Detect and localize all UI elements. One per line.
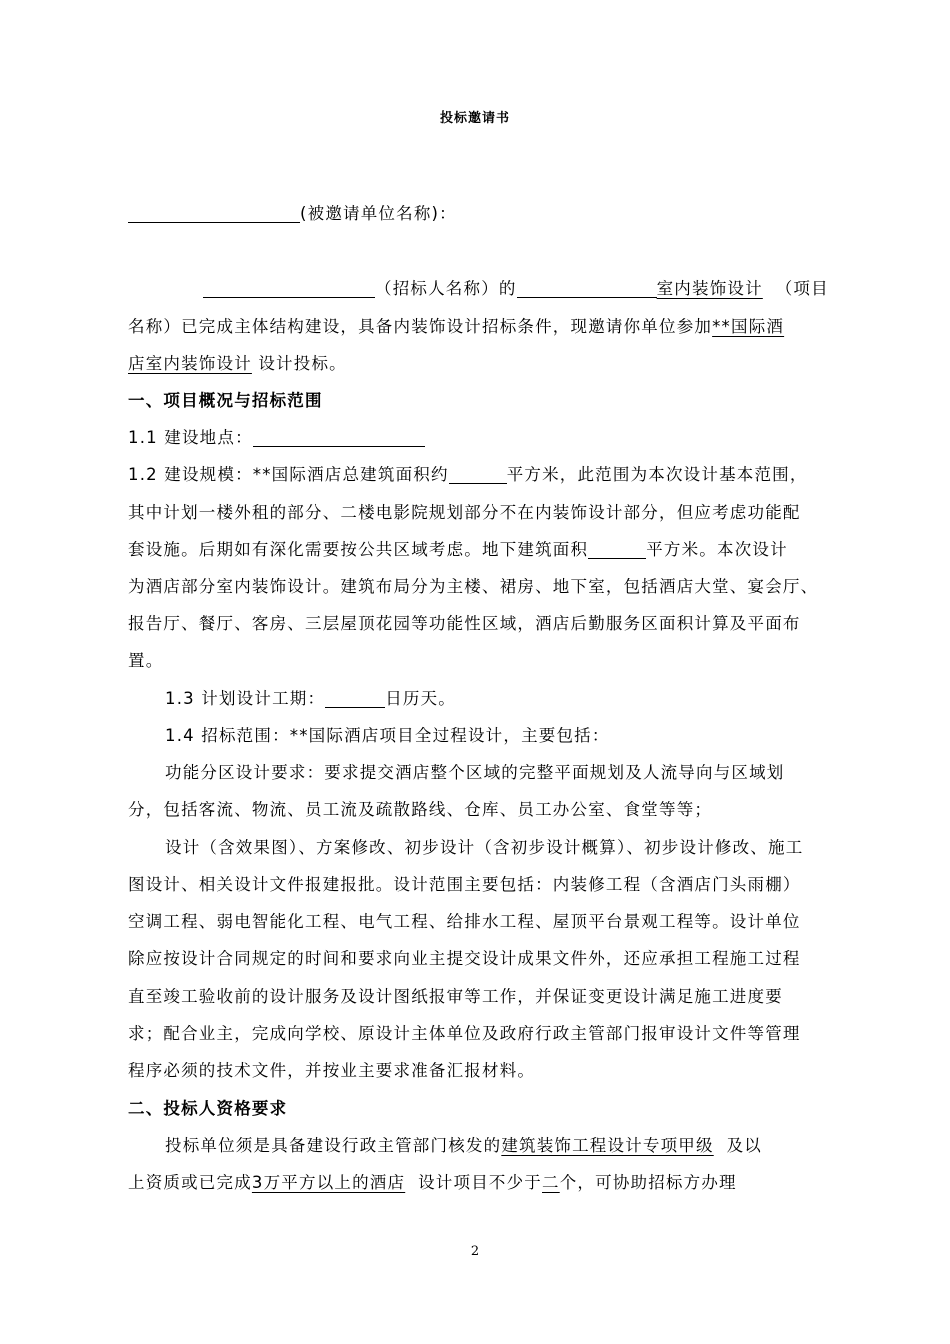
item-1-2-line6: 置。 bbox=[128, 651, 164, 670]
design-line7: 程序必须的技术文件，并按业主要求准备汇报材料。 bbox=[128, 1061, 536, 1080]
invitee-line bbox=[128, 202, 848, 226]
text: 1.1 建设地点： bbox=[128, 428, 253, 447]
blank-duration bbox=[325, 689, 385, 708]
page-number: 2 bbox=[470, 1244, 480, 1259]
blank-tenderer bbox=[203, 279, 375, 298]
item-1-2-line5: 报告厅、餐厅、客房、三层屋顶花园等功能性区域，酒店后勤服务区面积计算及平面布 bbox=[128, 614, 801, 633]
project-name-part2: 店室内装饰设计 bbox=[128, 354, 252, 373]
text: 1.2 建设规模：**国际酒店总建筑面积约 bbox=[128, 465, 449, 484]
project-name-part1: **国际酒 bbox=[712, 317, 785, 336]
para1-line1 bbox=[203, 277, 848, 301]
design-line4: 除应按设计合同规定的时间和要求向业主提交设计成果文件外，还应承担工程施工过程 bbox=[128, 949, 801, 968]
para1-line3 bbox=[128, 352, 848, 376]
func-line1: 功能分区设计要求：要求提交酒店整个区域的完整平面规划及人流导向与区域划 bbox=[165, 763, 785, 782]
design-line3: 空调工程、弱电智能化工程、电气工程、给排水工程、屋顶平台景观工程等。设计单位 bbox=[128, 912, 801, 931]
item-1-1 bbox=[128, 426, 848, 450]
section2-heading: 二、投标人资格要求 bbox=[128, 1099, 288, 1118]
doc-title: 投标邀请书 bbox=[439, 111, 510, 126]
text: 平方米。本次设计 bbox=[646, 540, 788, 559]
design-line6: 求；配合业主，完成向学校、原设计主体单位及政府行政主管部门报审设计文件等管理 bbox=[128, 1024, 801, 1043]
text: （招标人名称）的 bbox=[375, 279, 517, 298]
text: 投标单位须是具备建设行政主管部门核发的 bbox=[165, 1136, 502, 1155]
text: 名称）已完成主体结构建设，具备内装饰设计招标条件，现邀请你单位参加 bbox=[128, 317, 713, 336]
design-line5: 直至竣工验收前的设计服务及设计图纸报审等工作，并保证变更设计满足施工进度要 bbox=[128, 987, 783, 1006]
blank-area bbox=[449, 465, 507, 484]
text: 设计投标。 bbox=[258, 354, 347, 373]
item-1-2-line2: 其中计划一楼外租的部分、二楼电影院规划部分不在内装饰设计部分，但应考虑功能配 bbox=[128, 503, 801, 522]
completed-project-scale: 3万平方以上的酒店 bbox=[251, 1173, 406, 1192]
blank-location bbox=[253, 428, 425, 447]
text: 及以 bbox=[726, 1136, 763, 1155]
item-1-3 bbox=[165, 687, 848, 711]
item-1-2-line1 bbox=[128, 463, 848, 487]
qualification-level: 建筑装饰工程设计专项甲级 bbox=[501, 1136, 714, 1155]
blank-project bbox=[517, 279, 657, 298]
text: 上资质或已完成 bbox=[128, 1173, 252, 1192]
text: 日历天。 bbox=[385, 689, 456, 708]
text: 设计项目不少于 bbox=[418, 1173, 543, 1192]
project-count: 二 bbox=[542, 1173, 560, 1192]
text: 个，可协助招标方办理 bbox=[559, 1173, 737, 1192]
section2-line1 bbox=[165, 1134, 848, 1158]
project-name: 室内装饰设计 bbox=[656, 279, 763, 298]
text: （项目 bbox=[775, 279, 829, 298]
blank-invitee bbox=[128, 204, 300, 223]
invitee-label: (被邀请单位名称)： bbox=[300, 204, 457, 223]
para1-line2 bbox=[128, 315, 848, 339]
blank-basement-area bbox=[588, 540, 646, 559]
item-1-2-line4: 为酒店部分室内装饰设计。建筑布局分为主楼、裙房、地下室，包括酒店大堂、宴会厅、 bbox=[128, 577, 819, 596]
design-line1: 设计（含效果图）、方案修改、初步设计（含初步设计概算）、初步设计修改、施工 bbox=[165, 838, 804, 857]
section1-heading: 一、项目概况与招标范围 bbox=[128, 391, 323, 410]
item-1-2-line3 bbox=[128, 538, 848, 562]
text: 套设施。后期如有深化需要按公共区域考虑。地下建筑面积 bbox=[128, 540, 589, 559]
text: 平方米，此范围为本次设计基本范围， bbox=[506, 465, 808, 484]
item-1-4: 1.4 招标范围：**国际酒店项目全过程设计，主要包括： bbox=[165, 726, 610, 745]
func-line2: 分，包括客流、物流、员工流及疏散路线、仓库、员工办公室、食堂等等； bbox=[128, 800, 713, 819]
text: 1.3 计划设计工期： bbox=[165, 689, 326, 708]
design-line2: 图设计、相关设计文件报建报批。设计范围主要包括：内装修工程（含酒店门头雨棚） bbox=[128, 875, 801, 894]
section2-line2 bbox=[128, 1171, 848, 1195]
